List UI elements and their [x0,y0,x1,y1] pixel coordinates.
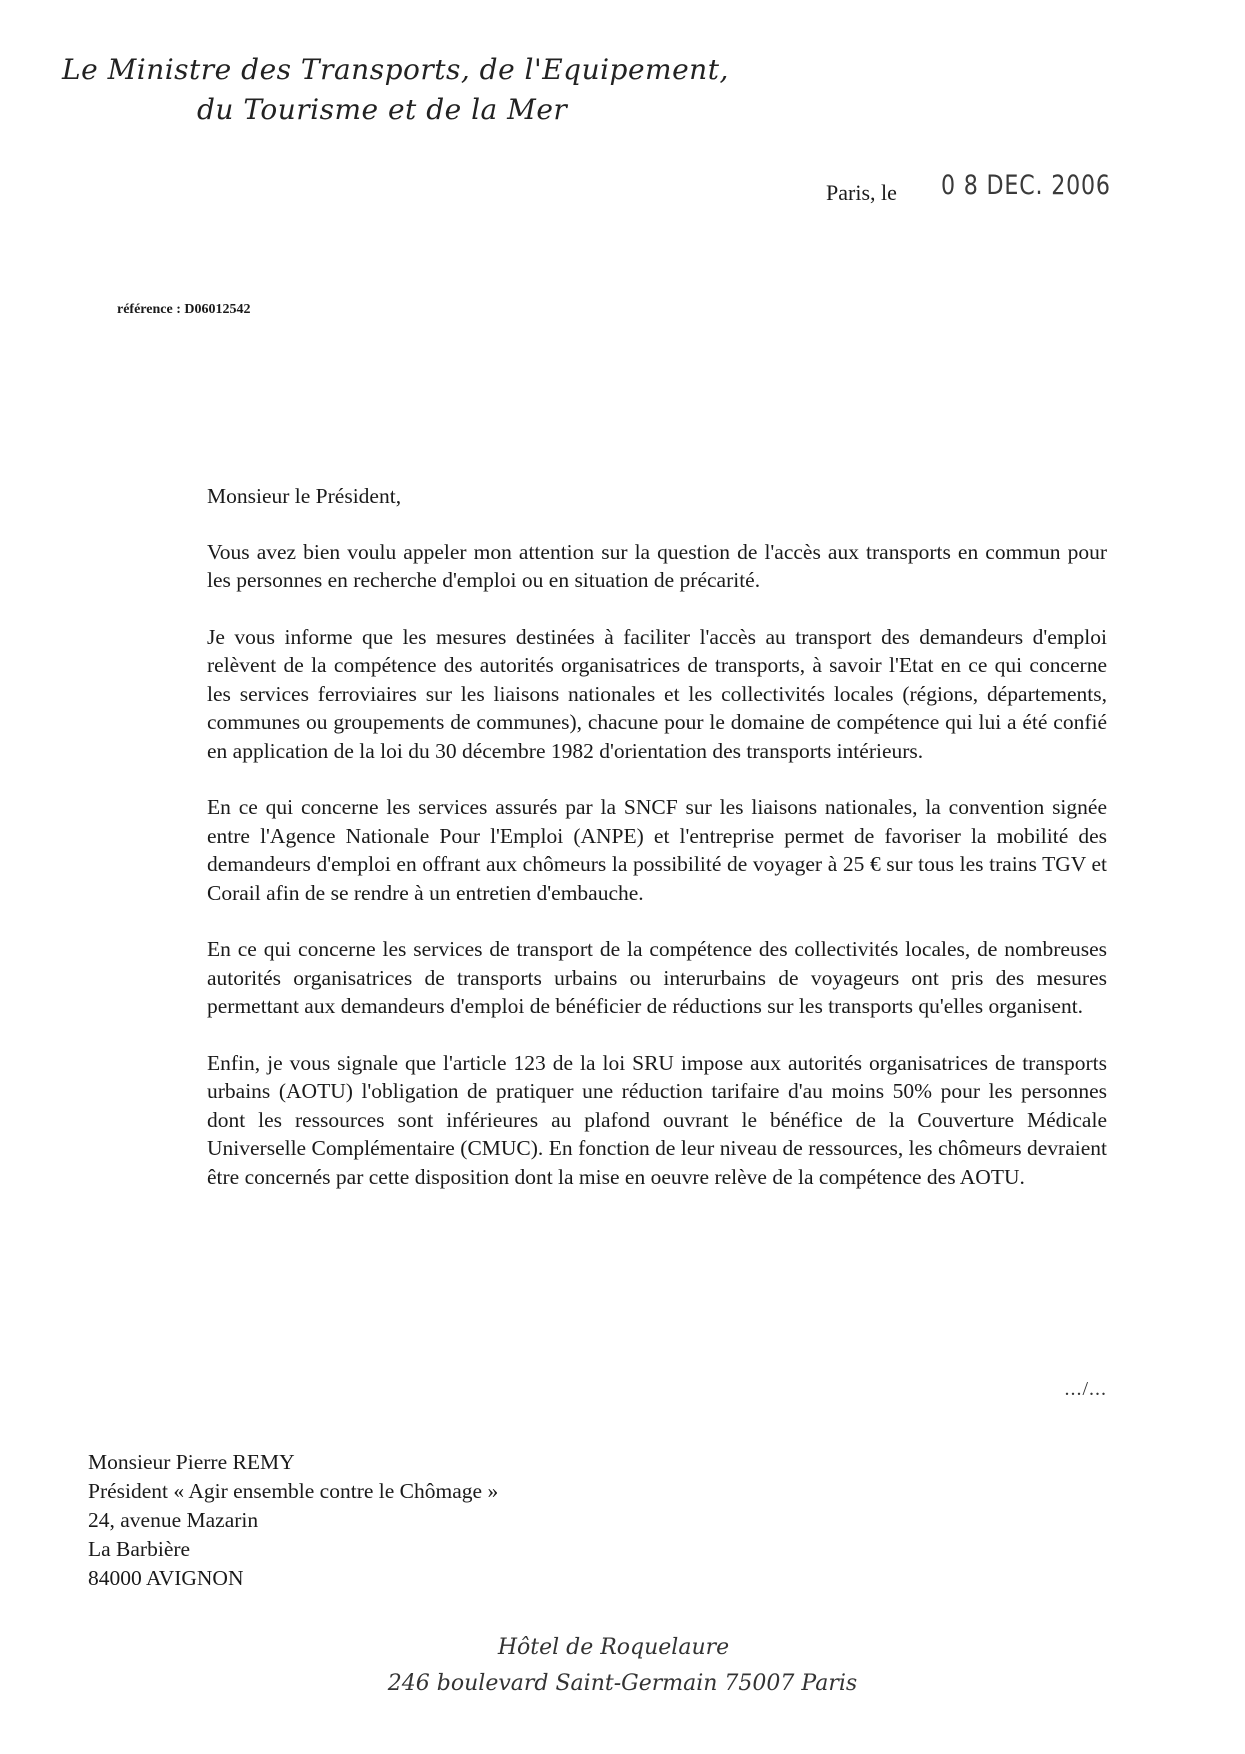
salutation: Monsieur le Président, [207,484,402,508]
paragraph-3: En ce qui concerne les services assurés par la SNCF sur les liaisons nationales, la convention signée entre l'Agence Nationale Pour l'Emploi (ANPE) et l'entreprise permet de favoriser la mobilité des demandeurs d'emploi en offrant aux chômeurs la possibilité de voyager à 25 € sur tous les trains TGV et Corail afin de se rendre à un entretien d'embauche. [207,795,1107,905]
address-line-title: Président « Agir ensemble contre le Chômage » [88,1479,499,1503]
date-block [826,170,1148,207]
address-line-city: 84000 AVIGNON [88,1566,244,1590]
continuation-mark: .../... [1064,1378,1107,1400]
paragraph-4: En ce qui concerne les services de transport de la compétence des collectivités locales, de nombreuses autorités organisatrices de transports urbains ou interurbains de voyageurs ont pris des mesures permettant aux demandeurs d'emploi de bénéficier de réductions sur les transports qu'elles organisent. [207,937,1107,1018]
date-stamp: 0 8 DEC. 2006 [940,170,1111,201]
address-line-street: 24, avenue Mazarin [88,1508,259,1532]
letter-body [207,482,1107,1219]
footer-building: Hôtel de Roquelaure [497,1635,730,1660]
letterhead-line-2: du Tourisme et de la Mer [197,93,568,126]
paragraph-5: Enfin, je vous signale que l'article 123 de la loi SRU impose aux autorités organisatrices de transports urbains (AOTU) l'obligation de pratiquer une réduction tarifaire d'au moins 50% pour les personnes dont les ressources sont inférieures au plafond ouvrant le bénéfice de la Couverture Médicale Universelle Complémentaire (CMUC). En fonction de leur niveau de ressources, les chômeurs devraient être concernés par cette disposition dont la mise en oeuvre relève de la compétence des AOTU. [207,1050,1107,1189]
paragraph-2: Je vous informe que les mesures destinées à faciliter l'accès au transport des demandeurs d'emploi relèvent de la compétence des autorités organisatrices de transports, à savoir l'Etat en ce qui concerne les services ferroviaires sur les liaisons nationales et les collectivités locales (régions, départements, communes ou groupements de communes), chacune pour le domaine de compétence qui lui a été confié en application de la loi du 30 décembre 1982 d'orientation des transports intérieurs. [207,624,1107,763]
paragraph-1: Vous avez bien voulu appeler mon attention sur la question de l'accès aux transports en commun pour les personnes en recherche d'emploi ou en situation de précarité. [207,539,1107,592]
date-label: Paris, le [826,180,897,205]
reference-number: référence : D06012542 [117,302,251,317]
recipient-address [88,1448,498,1593]
letterhead-line-1: Le Ministre des Transports, de l'Equipement, [62,53,729,86]
letterhead [62,50,762,130]
letterhead-footer [0,1630,1245,1702]
footer-address: 246 boulevard Saint-Germain 75007 Paris [387,1671,858,1696]
address-line-locality: La Barbière [88,1537,191,1561]
address-line-name: Monsieur Pierre REMY [88,1450,295,1474]
